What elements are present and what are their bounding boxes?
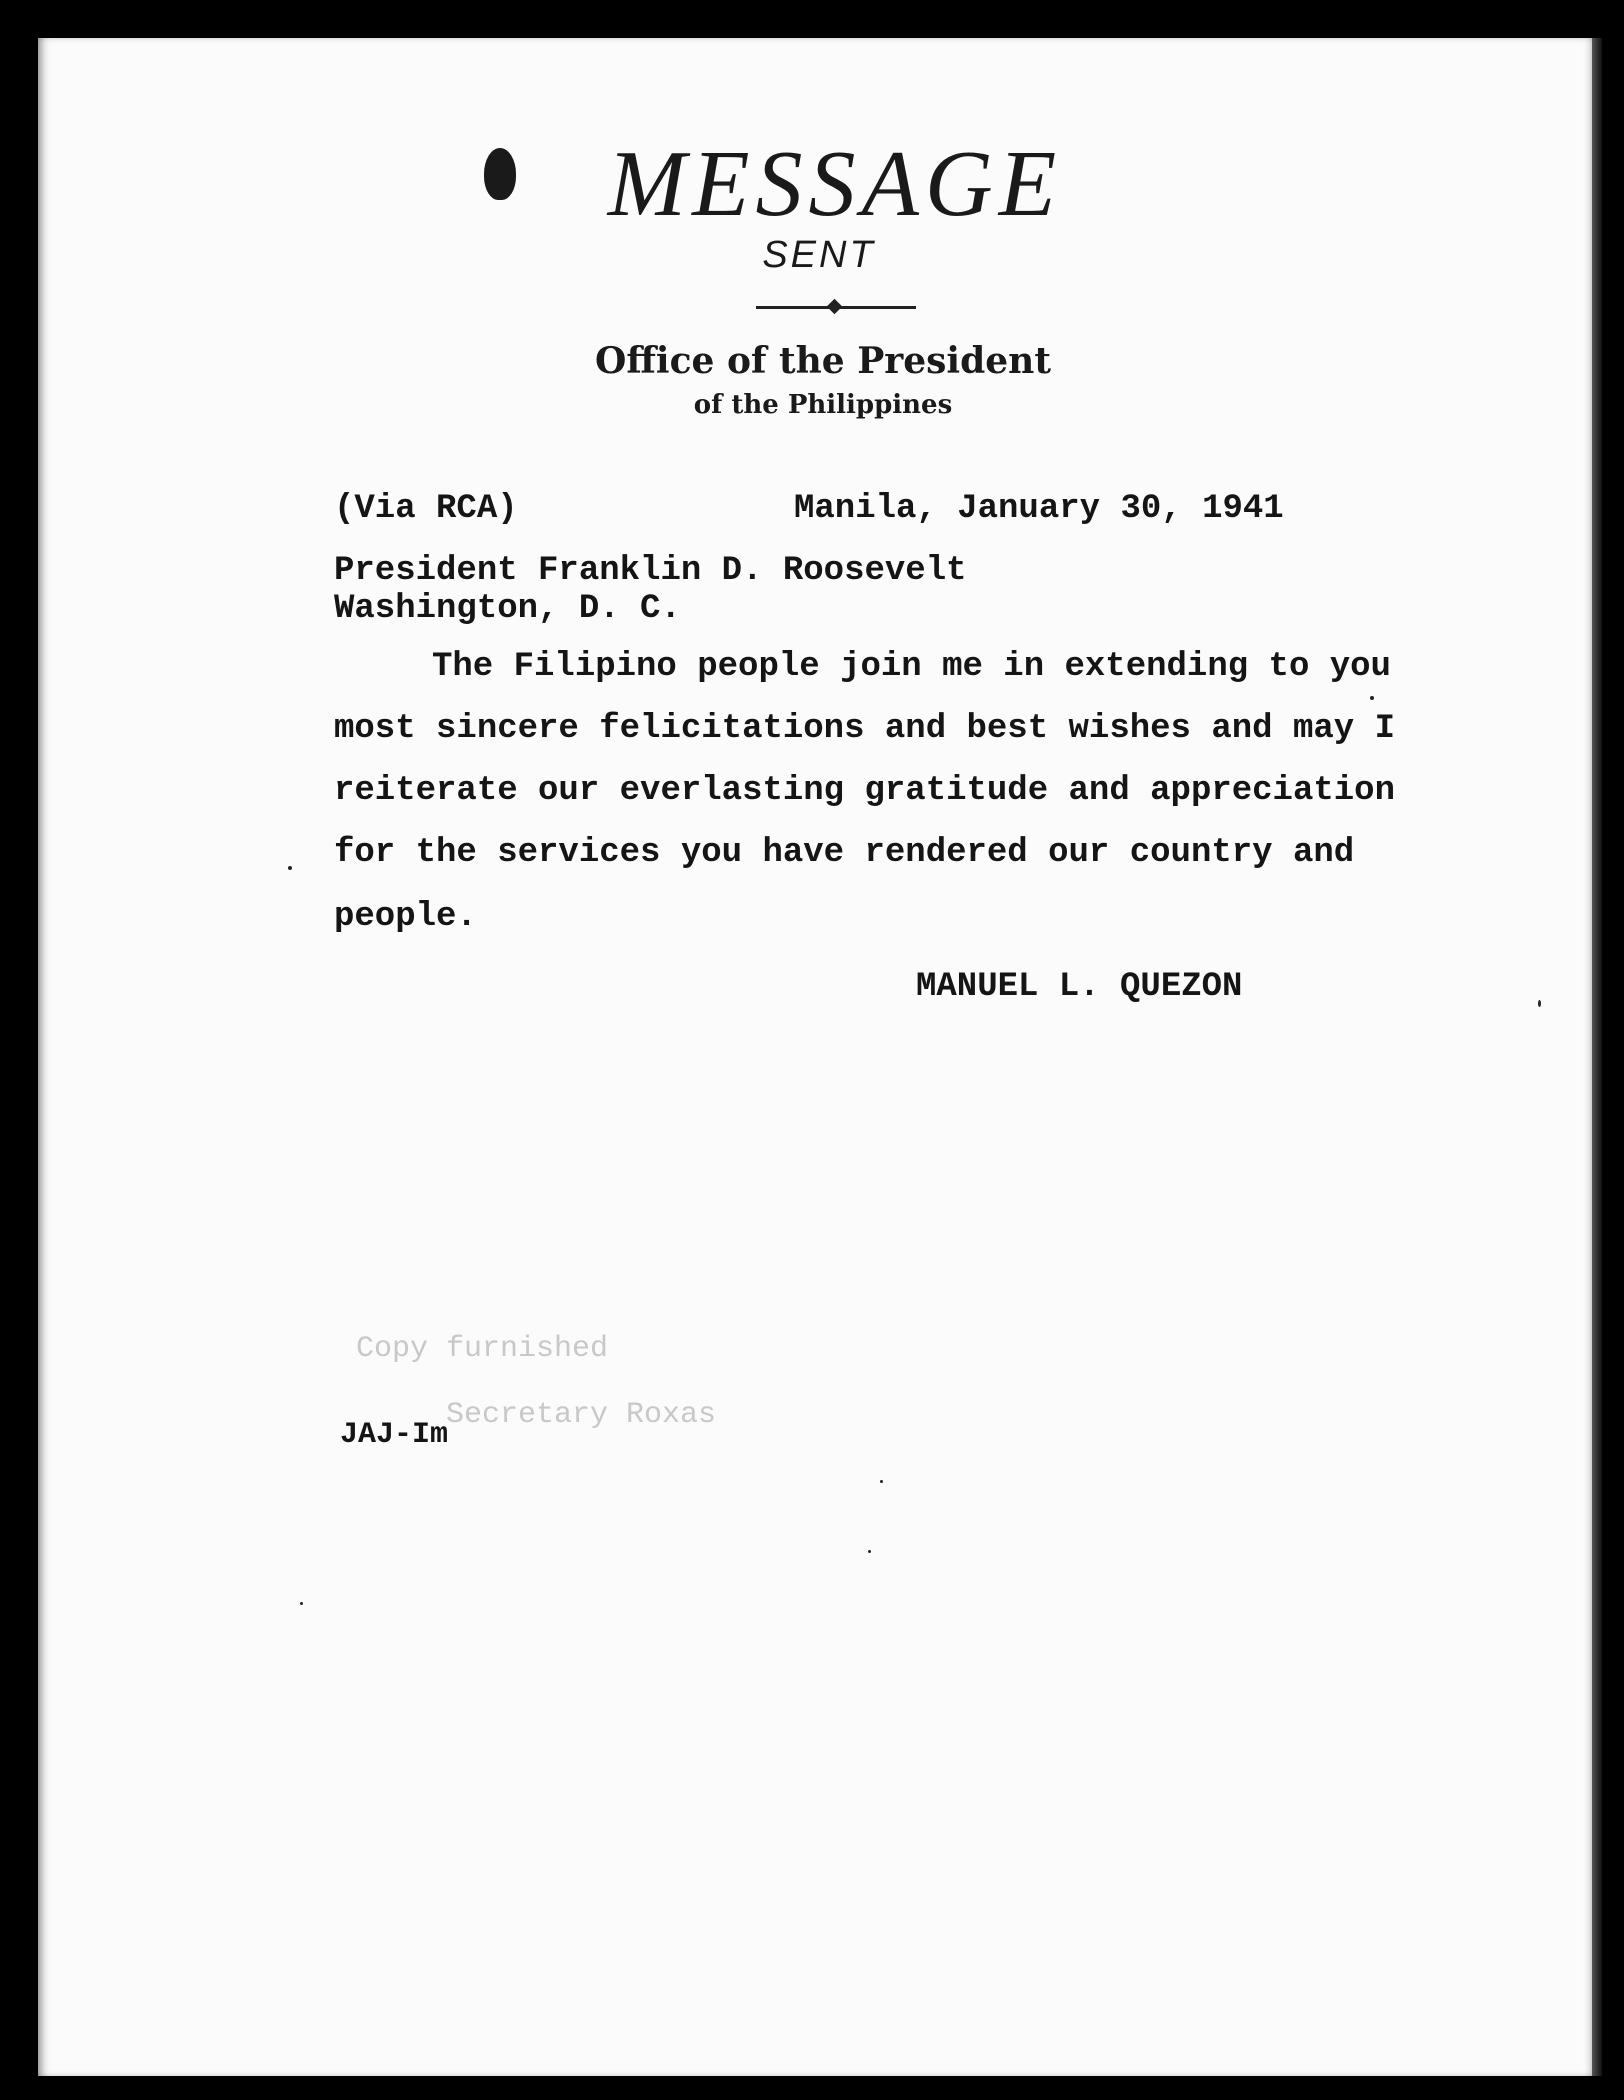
addressee-city: Washington, D. C. <box>334 590 681 628</box>
body-line-5: people. <box>334 898 477 936</box>
body-line-1: The Filipino people join me in extending to you <box>432 648 1391 686</box>
body-line-2: most sincere felicitations and best wishes and may I <box>334 710 1395 748</box>
speck <box>880 1480 883 1483</box>
speck <box>868 1550 871 1553</box>
speck <box>300 1602 303 1605</box>
document-page <box>38 38 1596 2076</box>
masthead-title: MESSAGE <box>607 132 1063 236</box>
speck <box>288 866 292 870</box>
place-date: Manila, January 30, 1941 <box>794 490 1284 528</box>
copy-furnished-note: Copy furnished <box>356 1332 609 1366</box>
office-line-2: of the Philippines <box>693 390 953 420</box>
body-line-3: reiterate our everlasting gratitude and appreciation <box>334 772 1395 810</box>
secretary-note: Secretary Roxas <box>446 1398 717 1432</box>
speck <box>1538 1000 1541 1007</box>
reference-initials: JAJ-Im <box>340 1418 449 1452</box>
via-line: (Via RCA) <box>334 490 518 528</box>
masthead-subtitle: SENT <box>762 234 876 276</box>
page-edge-shadow <box>1592 38 1602 2076</box>
masthead-rule-diamond <box>827 299 843 315</box>
addressee-name: President Franklin D. Roosevelt <box>334 552 967 590</box>
body-line-4: for the services you have rendered our country and <box>334 834 1355 872</box>
speck <box>1370 696 1374 700</box>
signature: MANUEL L. QUEZON <box>916 968 1243 1006</box>
office-line-1: Office of the President <box>595 340 1051 382</box>
